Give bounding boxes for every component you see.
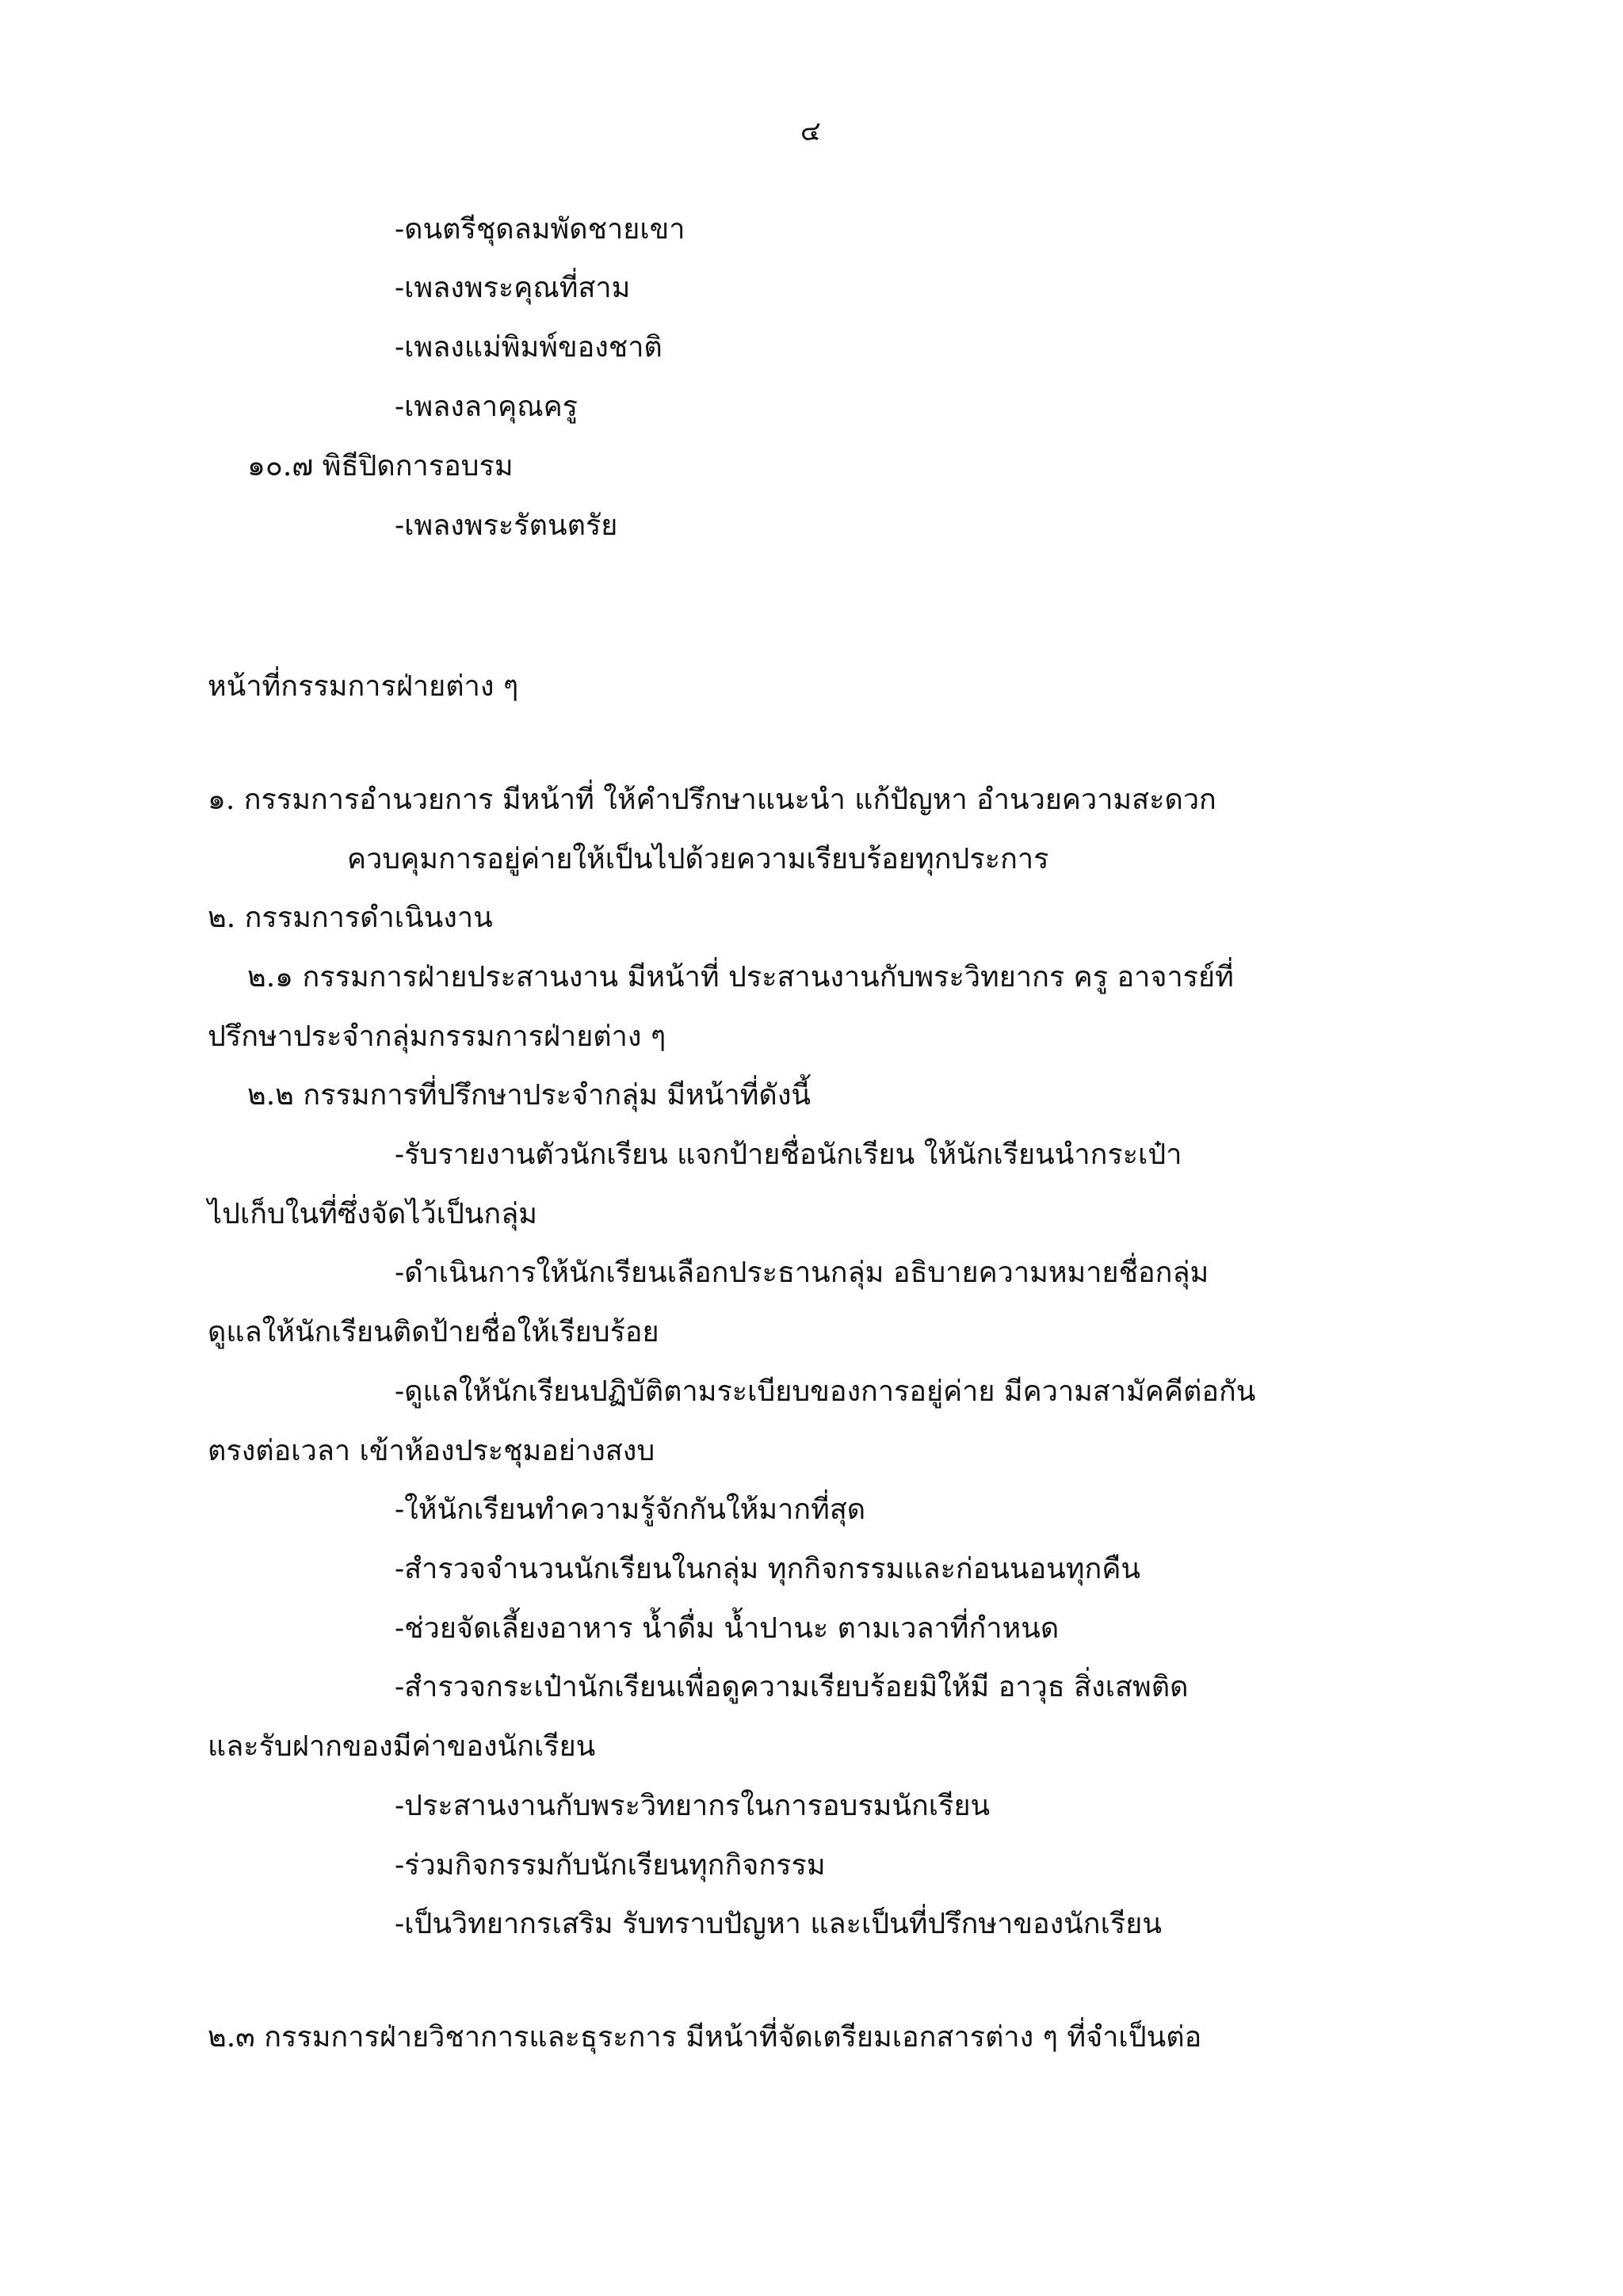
list-item: -ดนตรีชุดลมพัดชายเขา — [395, 213, 685, 246]
section-title: หน้าที่กรรมการฝ่ายต่าง ๆ — [208, 670, 519, 703]
list-item-continuation: และรับฝากของมีค่าของนักเรียน — [208, 1730, 596, 1763]
list-item: -เพลงพระคุณที่สาม — [395, 272, 631, 304]
list-item: -เป็นวิทยากรเสริม รับทราบปัญหา และเป็นที่ปรึกษาของนักเรียน — [395, 1908, 1162, 1940]
list-item-continuation: ไปเก็บในที่ซึ่งจัดไว้เป็นกลุ่ม — [208, 1198, 537, 1230]
list-item: -สำรวจจำนวนนักเรียนในกลุ่ม ทุกกิจกรรมและก่อนนอนทุกคืน — [395, 1553, 1141, 1585]
list-item: -เพลงพระรัตนตรัย — [395, 509, 618, 542]
list-item: -ดูแลให้นักเรียนปฏิบัติตามระเบียบของการอยู่ค่าย มีความสามัคคีต่อกัน — [395, 1375, 1256, 1408]
list-item-continuation: ดูแลให้นักเรียนติดป้ายชื่อให้เรียบร้อย — [208, 1316, 659, 1348]
page-number: ๔ — [800, 116, 821, 147]
list-item: -ดำเนินการให้นักเรียนเลือกประธานกลุ่ม อธิบายความหมายชื่อกลุ่ม — [395, 1257, 1209, 1289]
committee-1-line2: ควบคุมการอยู่ค่ายให้เป็นไปด้วยความเรียบร้อยทุกประการ — [347, 843, 1049, 875]
list-item: -เพลงลาคุณครู — [395, 391, 579, 423]
list-item: -ช่วยจัดเลี้ยงอาหาร น้ำดื่ม น้ำปานะ ตามเวลาที่กำหนด — [395, 1612, 1060, 1645]
closing-ceremony-heading: ๑๐.๗ พิธีปิดการอบรม — [247, 450, 514, 482]
list-item: -รับรายงานตัวนักเรียน แจกป้ายชื่อนักเรียน ให้นักเรียนนำกระเป๋า — [395, 1138, 1182, 1171]
committee-1-line1: ๑. กรรมการอำนวยการ มีหน้าที่ ให้คำปรึกษาแนะนำ แก้ปัญหา อำนวยความสะดวก — [208, 784, 1216, 816]
list-item: -ให้นักเรียนทำความรู้จักกันให้มากที่สุด — [395, 1493, 866, 1526]
committee-2-1-line2: ปรึกษาประจำกลุ่มกรรมการฝ่ายต่าง ๆ — [208, 1020, 666, 1053]
list-item: -ประสานงานกับพระวิทยากรในการอบรมนักเรียน — [395, 1790, 991, 1822]
list-item-continuation: ตรงต่อเวลา เข้าห้องประชุมอย่างสงบ — [208, 1435, 655, 1467]
committee-2-2-title: ๒.๒ กรรมการที่ปรึกษาประจำกลุ่ม มีหน้าที่ดังนี้ — [247, 1079, 811, 1112]
committee-2-1-line1: ๒.๑ กรรมการฝ่ายประสานงาน มีหน้าที่ ประสานงานกับพระวิทยากร ครู อาจารย์ที่ — [247, 961, 1234, 994]
list-item: -เพลงแม่พิมพ์ของชาติ — [395, 331, 663, 364]
committee-2-3-line1: ๒.๓ กรรมการฝ่ายวิชาการและธุระการ มีหน้าที่จัดเตรียมเอกสารต่าง ๆ ที่จำเป็นต่อ — [208, 2021, 1202, 2054]
list-item: -ร่วมกิจกรรมกับนักเรียนทุกกิจกรรม — [395, 1849, 826, 1882]
committee-2-title: ๒. กรรมการดำเนินงาน — [208, 902, 493, 934]
list-item: -สำรวจกระเป๋านักเรียนเพื่อดูความเรียบร้อยมิให้มี อาวุธ สิ่งเสพติด — [395, 1671, 1189, 1703]
